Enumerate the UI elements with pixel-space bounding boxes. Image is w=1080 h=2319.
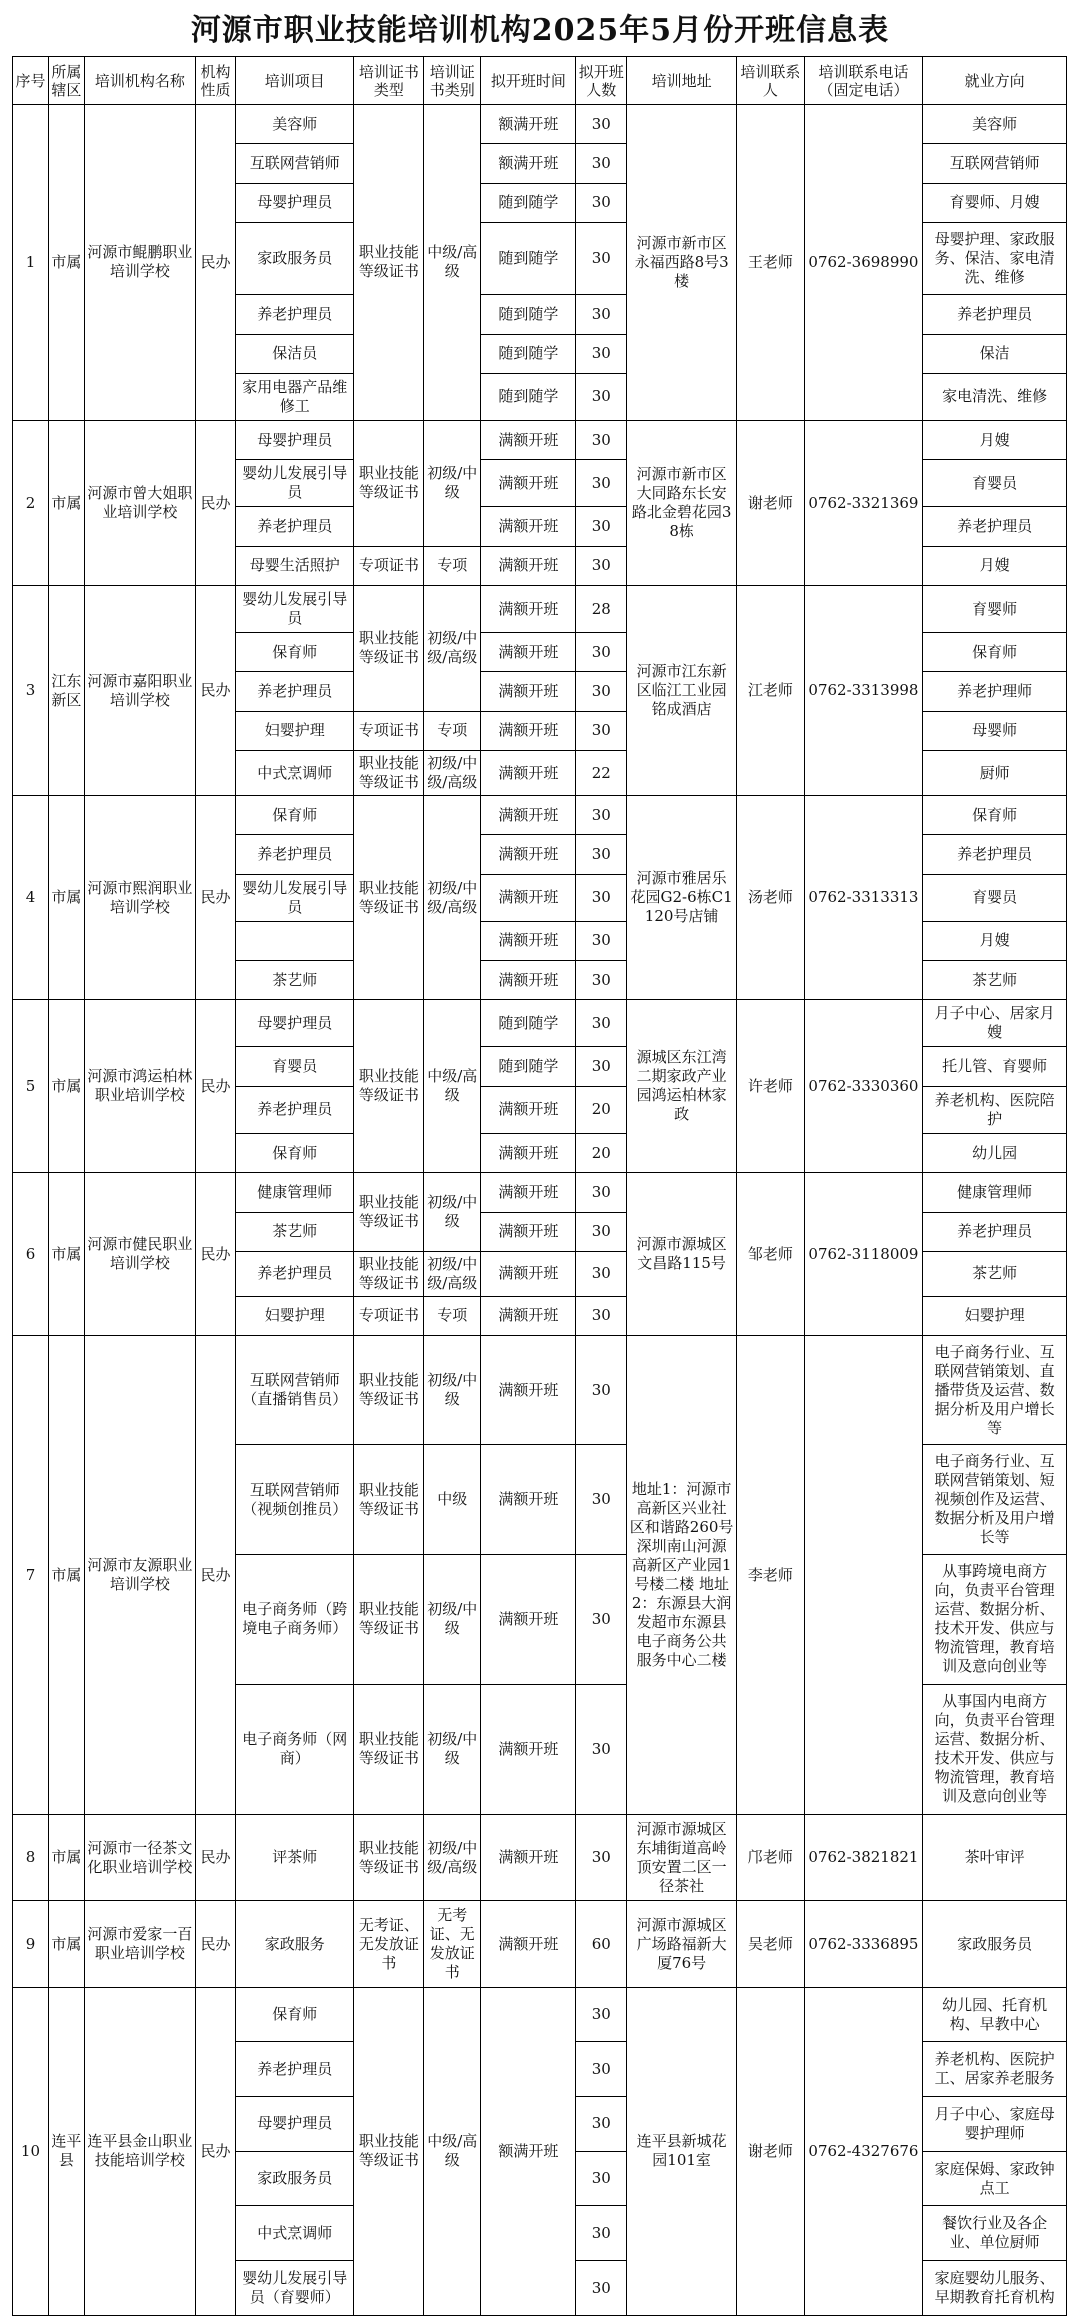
cert-level: 中级 (424, 1445, 481, 1554)
job-direction: 家庭婴幼儿服务、早期教育托育机构 (923, 2261, 1067, 2316)
job-direction: 家政服务员 (923, 1901, 1067, 1987)
class-size: 30 (576, 2097, 627, 2152)
job-direction: 育婴师、月嫂 (923, 183, 1067, 222)
cert-level: 无考证、无发放证书 (424, 1901, 481, 1987)
cert-type: 职业技能等级证书 (354, 1000, 424, 1173)
contact-phone: 0762-3321369 (804, 420, 922, 585)
job-direction: 月嫂 (923, 921, 1067, 960)
cert-level: 初级/中级 (424, 1173, 481, 1252)
cert-level: 中级/高级 (424, 1987, 481, 2315)
class-size: 30 (576, 460, 627, 507)
institution-nature: 民办 (195, 1901, 235, 1987)
contact-phone (804, 1336, 922, 1815)
course-item: 母婴生活照护 (236, 546, 354, 585)
class-size: 30 (576, 2206, 627, 2261)
contact-phone: 0762-3313998 (804, 586, 922, 796)
start-time: 满额开班 (481, 874, 576, 921)
institution-name: 河源市鲲鹏职业培训学校 (84, 105, 195, 421)
start-time: 满额开班 (481, 751, 576, 796)
cert-type: 职业技能等级证书 (354, 1251, 424, 1296)
course-item: 保洁员 (236, 334, 354, 373)
cert-type: 职业技能等级证书 (354, 420, 424, 546)
course-item: 家用电器产品维修工 (236, 373, 354, 420)
class-size: 60 (576, 1901, 627, 1987)
class-size: 30 (576, 1251, 627, 1296)
row-number: 3 (13, 586, 49, 796)
job-direction: 母婴师 (923, 711, 1067, 750)
class-size: 30 (576, 183, 627, 222)
contact-person: 邝老师 (737, 1815, 805, 1901)
class-size: 28 (576, 586, 627, 633)
job-direction: 从事国内电商方向，负责平台管理运营、数据分析、技术开发、供应与物流管理，教育培训及意向创业等 (923, 1684, 1067, 1814)
job-direction: 保育师 (923, 795, 1067, 834)
header-cell: 序号 (13, 57, 49, 105)
job-direction: 茶艺师 (923, 961, 1067, 1000)
district-cell: 市属 (48, 1815, 84, 1901)
training-address: 河源市源城区东埔街道高岭顶安置二区一径茶社 (627, 1815, 737, 1901)
course-item: 美容师 (236, 105, 354, 144)
start-time: 满额开班 (481, 460, 576, 507)
job-direction: 家庭保姆、家政钟点工 (923, 2151, 1067, 2206)
contact-phone: 0762-3118009 (804, 1173, 922, 1336)
row-number: 2 (13, 420, 49, 585)
job-direction: 养老护理员 (923, 507, 1067, 546)
class-size: 30 (576, 1047, 627, 1086)
job-direction: 互联网营销师 (923, 144, 1067, 183)
start-time: 满额开班 (481, 795, 576, 834)
course-item: 家政服务员 (236, 2151, 354, 2206)
course-item: 养老护理员 (236, 507, 354, 546)
start-time: 满额开班 (481, 586, 576, 633)
institution-nature: 民办 (195, 1000, 235, 1173)
course-item: 婴幼儿发展引导员 (236, 460, 354, 507)
job-direction: 保育师 (923, 633, 1067, 672)
training-address: 连平县新城花园101室 (627, 1987, 737, 2315)
class-size: 30 (576, 1173, 627, 1212)
job-direction: 养老护理师 (923, 672, 1067, 711)
institution-nature: 民办 (195, 1815, 235, 1901)
training-address: 地址1：河源市高新区兴业社区和谐路260号深圳南山河源高新区产业园1号楼二楼 地址2：东源县大润发超市东源县电子商务公共服务中心二楼 (627, 1336, 737, 1815)
contact-person: 吴老师 (737, 1901, 805, 1987)
class-size: 30 (576, 1212, 627, 1251)
class-size: 30 (576, 507, 627, 546)
cert-level: 初级/中级 (424, 1554, 481, 1684)
institution-nature: 民办 (195, 795, 235, 999)
class-size: 30 (576, 1296, 627, 1335)
job-direction: 餐饮行业及各企业、单位厨师 (923, 2206, 1067, 2261)
start-time: 满额开班 (481, 961, 576, 1000)
district-cell: 市属 (48, 105, 84, 421)
cert-type: 职业技能等级证书 (354, 1987, 424, 2315)
row-number: 8 (13, 1815, 49, 1901)
job-direction: 养老护理员 (923, 1212, 1067, 1251)
start-time: 满额开班 (481, 1336, 576, 1445)
row-number: 1 (13, 105, 49, 421)
contact-person: 王老师 (737, 105, 805, 421)
header-cell: 培训地址 (627, 57, 737, 105)
cert-level: 初级/中级/高级 (424, 1815, 481, 1901)
cert-level: 初级/中级 (424, 1336, 481, 1445)
class-size: 30 (576, 1815, 627, 1901)
course-item: 保育师 (236, 795, 354, 834)
cert-level: 初级/中级 (424, 1684, 481, 1814)
training-address: 河源市新市区大同路东长安路北金碧花园38栋 (627, 420, 737, 585)
class-size: 30 (576, 420, 627, 459)
contact-person: 汤老师 (737, 795, 805, 999)
cert-level: 中级/高级 (424, 105, 481, 421)
start-time: 满额开班 (481, 921, 576, 960)
job-direction: 家电清洗、维修 (923, 373, 1067, 420)
start-time: 随到随学 (481, 373, 576, 420)
job-direction: 养老护理员 (923, 295, 1067, 334)
start-time: 满额开班 (481, 420, 576, 459)
table-row (13, 1000, 1067, 1047)
class-size: 30 (576, 2261, 627, 2316)
start-time: 随到随学 (481, 1000, 576, 1047)
course-item: 育婴员 (236, 1047, 354, 1086)
district-cell: 江东新区 (48, 586, 84, 796)
cert-type: 职业技能等级证书 (354, 795, 424, 999)
job-direction: 幼儿园 (923, 1133, 1067, 1172)
course-item: 家政服务 (236, 1901, 354, 1987)
job-direction: 养老机构、医院陪护 (923, 1086, 1067, 1133)
class-size: 30 (576, 1000, 627, 1047)
job-direction: 电子商务行业、互联网营销策划、直播带货及运营、数据分析及用户增长等 (923, 1336, 1067, 1445)
course-item: 养老护理员 (236, 835, 354, 874)
class-size: 30 (576, 835, 627, 874)
contact-person: 江老师 (737, 586, 805, 796)
institution-name: 河源市曾大姐职业培训学校 (84, 420, 195, 585)
course-item: 茶艺师 (236, 961, 354, 1000)
institution-nature: 民办 (195, 105, 235, 421)
course-item: 健康管理师 (236, 1173, 354, 1212)
job-direction: 妇婴护理 (923, 1296, 1067, 1335)
district-cell: 市属 (48, 795, 84, 999)
contact-person: 邹老师 (737, 1173, 805, 1336)
header-cell: 所属辖区 (48, 57, 84, 105)
contact-person: 许老师 (737, 1000, 805, 1173)
start-time: 满额开班 (481, 711, 576, 750)
class-size: 30 (576, 874, 627, 921)
district-cell: 连平县 (48, 1987, 84, 2315)
start-time: 满额开班 (481, 1133, 576, 1172)
start-time: 满额开班 (481, 835, 576, 874)
job-direction: 月嫂 (923, 546, 1067, 585)
cert-type: 职业技能等级证书 (354, 105, 424, 421)
start-time: 满额开班 (481, 1173, 576, 1212)
header-cell: 培训证书类别 (424, 57, 481, 105)
course-item: 电子商务师（跨境电子商务师） (236, 1554, 354, 1684)
class-size: 30 (576, 223, 627, 295)
job-direction: 养老机构、医院护工、居家养老服务 (923, 2042, 1067, 2097)
start-time: 满额开班 (481, 1212, 576, 1251)
class-size: 30 (576, 373, 627, 420)
course-item: 母婴护理员 (236, 1000, 354, 1047)
job-direction: 月子中心、家庭母婴护理师 (923, 2097, 1067, 2152)
start-time: 额满开班 (481, 1987, 576, 2315)
course-item: 养老护理员 (236, 1086, 354, 1133)
course-item: 养老护理员 (236, 672, 354, 711)
job-direction: 育婴员 (923, 460, 1067, 507)
cert-type: 职业技能等级证书 (354, 1684, 424, 1814)
start-time: 随到随学 (481, 334, 576, 373)
table-row (13, 586, 1067, 633)
header-cell: 培训证书类型 (354, 57, 424, 105)
class-size: 22 (576, 751, 627, 796)
class-size: 30 (576, 672, 627, 711)
row-number: 6 (13, 1173, 49, 1336)
class-size: 20 (576, 1086, 627, 1133)
contact-phone: 0762-3330360 (804, 1000, 922, 1173)
course-item: 妇婴护理 (236, 1296, 354, 1335)
contact-phone: 0762-3313313 (804, 795, 922, 999)
start-time: 满额开班 (481, 546, 576, 585)
class-size: 30 (576, 795, 627, 834)
header-cell: 培训联系电话（固定电话） (804, 57, 922, 105)
course-item: 母婴护理员 (236, 2097, 354, 2152)
class-size: 20 (576, 1133, 627, 1172)
contact-person: 谢老师 (737, 1987, 805, 2315)
job-direction: 厨师 (923, 751, 1067, 796)
start-time: 额满开班 (481, 144, 576, 183)
institution-name: 河源市嘉阳职业培训学校 (84, 586, 195, 796)
course-item: 养老护理员 (236, 295, 354, 334)
course-item: 妇婴护理 (236, 711, 354, 750)
class-size: 30 (576, 961, 627, 1000)
institution-name: 连平县金山职业技能培训学校 (84, 1987, 195, 2315)
course-item: 保育师 (236, 1987, 354, 2042)
start-time: 随到随学 (481, 223, 576, 295)
contact-person: 谢老师 (737, 420, 805, 585)
header-cell: 培训机构名称 (84, 57, 195, 105)
start-time: 满额开班 (481, 672, 576, 711)
cert-level: 初级/中级/高级 (424, 1251, 481, 1296)
cert-type: 专项证书 (354, 711, 424, 750)
table-row (13, 795, 1067, 834)
contact-phone: 0762-3336895 (804, 1901, 922, 1987)
course-item: 茶艺师 (236, 1212, 354, 1251)
course-item: 中式烹调师 (236, 2206, 354, 2261)
class-size: 30 (576, 1336, 627, 1445)
start-time: 满额开班 (481, 1684, 576, 1814)
class-size: 30 (576, 2042, 627, 2097)
start-time: 满额开班 (481, 1296, 576, 1335)
header-cell: 培训项目 (236, 57, 354, 105)
job-direction: 育婴师 (923, 586, 1067, 633)
training-info-table (12, 56, 1067, 2316)
header-cell: 拟开班时间 (481, 57, 576, 105)
course-item: 互联网营销师（直播销售员） (236, 1336, 354, 1445)
start-time: 随到随学 (481, 295, 576, 334)
row-number: 5 (13, 1000, 49, 1173)
district-cell: 市属 (48, 1901, 84, 1987)
class-size: 30 (576, 334, 627, 373)
course-item: 婴幼儿发展引导员 (236, 874, 354, 921)
header-cell: 就业方向 (923, 57, 1067, 105)
training-address: 河源市源城区文昌路115号 (627, 1173, 737, 1336)
cert-type: 职业技能等级证书 (354, 1336, 424, 1445)
course-item: 养老护理员 (236, 2042, 354, 2097)
row-number: 10 (13, 1987, 49, 2315)
header-cell: 机构性质 (195, 57, 235, 105)
class-size: 30 (576, 633, 627, 672)
start-time: 满额开班 (481, 1554, 576, 1684)
cert-type: 职业技能等级证书 (354, 586, 424, 712)
page-title: 河源市职业技能培训机构2025年5月份开班信息表 (190, 13, 890, 48)
table-row (13, 1173, 1067, 1212)
course-item: 母婴护理员 (236, 420, 354, 459)
training-address: 河源市源城区广场路福新大厦76号 (627, 1901, 737, 1987)
table-row (13, 1336, 1067, 1445)
cert-type: 职业技能等级证书 (354, 1445, 424, 1554)
institution-nature: 民办 (195, 1173, 235, 1336)
header-cell: 培训联系人 (737, 57, 805, 105)
district-cell: 市属 (48, 420, 84, 585)
cert-type: 职业技能等级证书 (354, 751, 424, 796)
cert-type: 职业技能等级证书 (354, 1815, 424, 1901)
institution-name: 河源市健民职业培训学校 (84, 1173, 195, 1336)
start-time: 满额开班 (481, 1445, 576, 1554)
district-cell: 市属 (48, 1336, 84, 1815)
job-direction: 月子中心、居家月嫂 (923, 1000, 1067, 1047)
table-row (13, 1901, 1067, 1987)
row-number: 9 (13, 1901, 49, 1987)
institution-name: 河源市一径茶文化职业培训学校 (84, 1815, 195, 1901)
training-address: 河源市江东新区临江工业园铭成酒店 (627, 586, 737, 796)
job-direction: 保洁 (923, 334, 1067, 373)
institution-name: 河源市友源职业培训学校 (84, 1336, 195, 1815)
training-address: 河源市新市区永福西路8号3楼 (627, 105, 737, 421)
start-time: 满额开班 (481, 1815, 576, 1901)
course-item (236, 921, 354, 960)
course-item: 电子商务师（网商） (236, 1684, 354, 1814)
table-row (13, 420, 1067, 459)
class-size: 30 (576, 546, 627, 585)
cert-type: 专项证书 (354, 1296, 424, 1335)
training-address: 河源市雅居乐花园G2-6栋C1120号店铺 (627, 795, 737, 999)
class-size: 30 (576, 295, 627, 334)
contact-person: 李老师 (737, 1336, 805, 1815)
job-direction: 月嫂 (923, 420, 1067, 459)
course-item: 家政服务员 (236, 223, 354, 295)
course-item: 婴幼儿发展引导员 (236, 586, 354, 633)
class-size: 30 (576, 105, 627, 144)
start-time: 满额开班 (481, 1086, 576, 1133)
institution-nature: 民办 (195, 420, 235, 585)
course-item: 母婴护理员 (236, 183, 354, 222)
course-item: 评茶师 (236, 1815, 354, 1901)
cert-level: 中级/高级 (424, 1000, 481, 1173)
institution-nature: 民办 (195, 586, 235, 796)
class-size: 30 (576, 1445, 627, 1554)
contact-phone: 0762-4327676 (804, 1987, 922, 2315)
job-direction: 从事跨境电商方向，负责平台管理运营、数据分析、技术开发、供应与物流管理，教育培训及意向创业等 (923, 1554, 1067, 1684)
start-time: 满额开班 (481, 1901, 576, 1987)
job-direction: 茶叶审评 (923, 1815, 1067, 1901)
start-time: 随到随学 (481, 1047, 576, 1086)
start-time: 额满开班 (481, 105, 576, 144)
job-direction: 幼儿园、托育机构、早教中心 (923, 1987, 1067, 2042)
course-item: 互联网营销师（视频创推员） (236, 1445, 354, 1554)
header-row (13, 57, 1067, 105)
course-item: 中式烹调师 (236, 751, 354, 796)
course-item: 保育师 (236, 633, 354, 672)
start-time: 满额开班 (481, 633, 576, 672)
job-direction: 托儿管、育婴师 (923, 1047, 1067, 1086)
class-size: 30 (576, 711, 627, 750)
cert-level: 初级/中级 (424, 420, 481, 546)
cert-type: 职业技能等级证书 (354, 1554, 424, 1684)
cert-level: 专项 (424, 711, 481, 750)
institution-nature: 民办 (195, 1336, 235, 1815)
class-size: 30 (576, 1987, 627, 2042)
cert-level: 初级/中级/高级 (424, 751, 481, 796)
row-number: 7 (13, 1336, 49, 1815)
start-time: 满额开班 (481, 1251, 576, 1296)
class-size: 30 (576, 2151, 627, 2206)
cert-level: 初级/中级/高级 (424, 795, 481, 999)
table-row (13, 1987, 1067, 2042)
class-size: 30 (576, 1554, 627, 1684)
course-item: 婴幼儿发展引导员（育婴师） (236, 2261, 354, 2316)
cert-type: 职业技能等级证书 (354, 1173, 424, 1252)
job-direction: 育婴员 (923, 874, 1067, 921)
job-direction: 健康管理师 (923, 1173, 1067, 1212)
class-size: 30 (576, 921, 627, 960)
table-row (13, 1815, 1067, 1901)
contact-phone: 0762-3698990 (804, 105, 922, 421)
job-direction: 养老护理员 (923, 835, 1067, 874)
course-item: 互联网营销师 (236, 144, 354, 183)
row-number: 4 (13, 795, 49, 999)
table-row (13, 105, 1067, 144)
cert-level: 专项 (424, 546, 481, 585)
job-direction: 母婴护理、家政服务、保洁、家电清洗、维修 (923, 223, 1067, 295)
district-cell: 市属 (48, 1000, 84, 1173)
cert-type: 无考证、无发放证书 (354, 1901, 424, 1987)
cert-type: 专项证书 (354, 546, 424, 585)
district-cell: 市属 (48, 1173, 84, 1336)
start-time: 满额开班 (481, 507, 576, 546)
institution-name: 河源市鸿运柏林职业培训学校 (84, 1000, 195, 1173)
institution-name: 河源市爱家一百职业培训学校 (84, 1901, 195, 1987)
institution-name: 河源市熙润职业培训学校 (84, 795, 195, 999)
institution-nature: 民办 (195, 1987, 235, 2315)
class-size: 30 (576, 1684, 627, 1814)
training-address: 源城区东江湾二期家政产业园鸿运柏林家政 (627, 1000, 737, 1173)
class-size: 30 (576, 144, 627, 183)
course-item: 保育师 (236, 1133, 354, 1172)
start-time: 随到随学 (481, 183, 576, 222)
job-direction: 美容师 (923, 105, 1067, 144)
cert-level: 初级/中级/高级 (424, 586, 481, 712)
course-item: 养老护理员 (236, 1251, 354, 1296)
contact-phone: 0762-3821821 (804, 1815, 922, 1901)
cert-level: 专项 (424, 1296, 481, 1335)
header-cell: 拟开班人数 (576, 57, 627, 105)
job-direction: 电子商务行业、互联网营销策划、短视频创作及运营、数据分析及用户增长等 (923, 1445, 1067, 1554)
job-direction: 茶艺师 (923, 1251, 1067, 1296)
